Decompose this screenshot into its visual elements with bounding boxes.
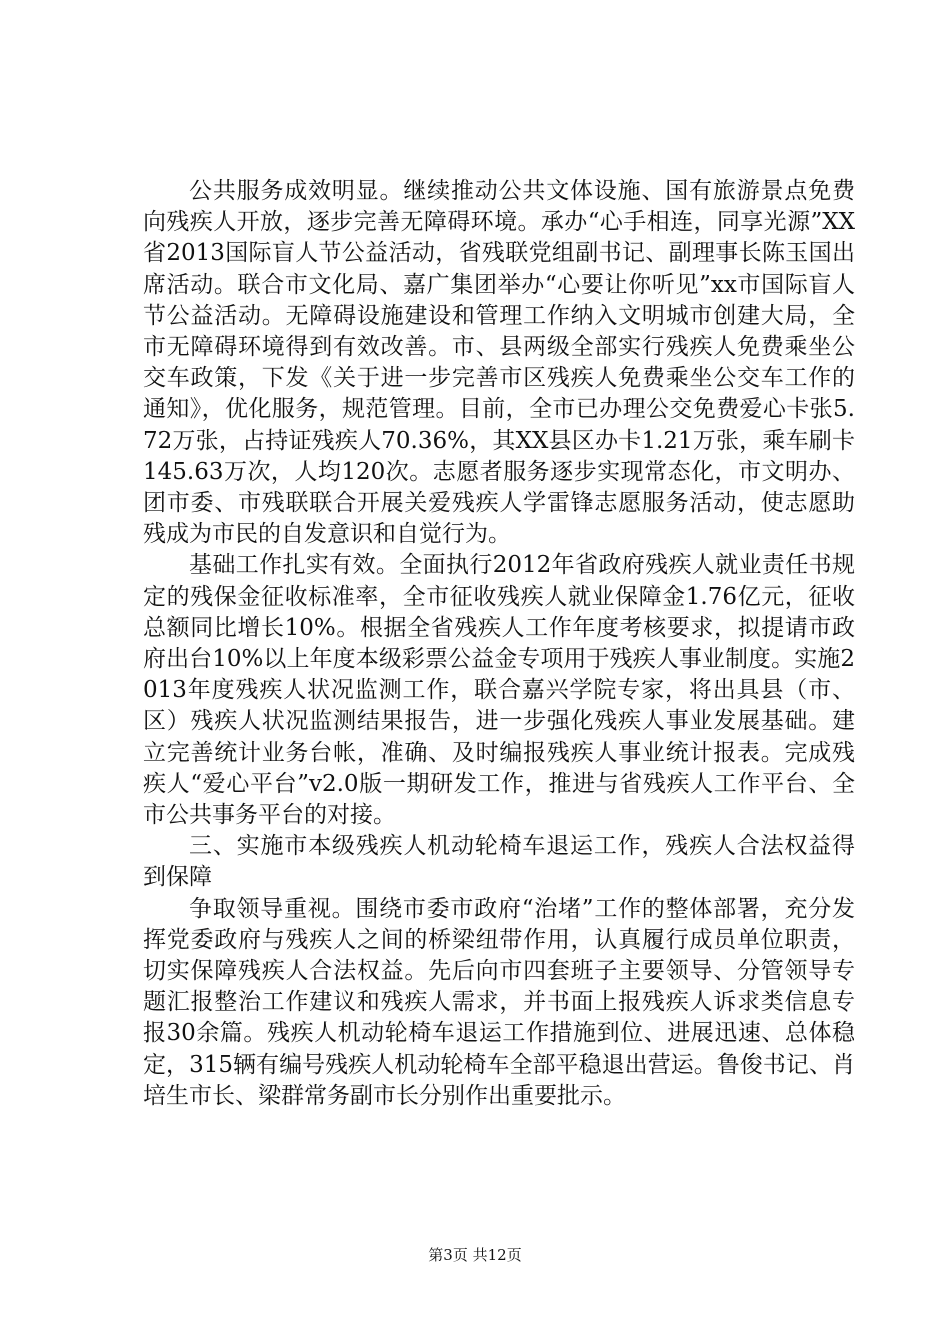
- paragraph-public-services: 公共服务成效明显。继续推动公共文体设施、国有旅游景点免费向残疾人开放，逐步完善无障碍环境。承办“心手相连，同享光源”XX省2013国际盲人节公益活动，省残联党组副书记、副理事长陈玉国出席活动。联合市文化局、嘉广集团举办“心要让你听见”xx市国际盲人节公益活动。无障碍设施建设和管理工作纳入文明城市创建大局，全市无障碍环境得到有效改善。市、县两级全部实行残疾人免费乘坐公交车政策，下发《关于进一步完善市区残疾人免费乘坐公交车工作的通知》，优化服务，规范管理。目前，全市已办理公交免费爱心卡张5.72万张，占持证残疾人70.36%，其XX县区办卡1.21万张，乘车刷卡145.63万次，人均120次。志愿者服务逐步实现常态化，市文明办、团市委、市残联联合开展关爱残疾人学雷锋志愿服务活动，使志愿助残成为市民的自发意识和自觉行为。: [143, 178, 855, 548]
- paragraph-basic-work: 基础工作扎实有效。全面执行2012年省政府残疾人就业责任书规定的残保金征收标准率，全市征收残疾人就业保障金1.76亿元，征收总额同比增长10%。根据全省残疾人工作年度考核要求，拟提请市政府出台10%以上年度本级彩票公益金专项用于残疾人事业制度。实施2013年度残疾人状况监测工作，联合嘉兴学院专家，将出具县（市、区）残疾人状况监测结果报告，进一步强化残疾人事业发展基础。建立完善统计业务台帐，准确、及时编报残疾人事业统计报表。完成残疾人“爱心平台”v2.0版一期研发工作，推进与省残疾人工作平台、全市公共事务平台的对接。: [143, 552, 855, 829]
- section-heading-three: 三、实施市本级残疾人机动轮椅车退运工作，残疾人合法权益得到保障: [143, 833, 855, 891]
- page-footer: 第3页 共12页: [428, 1246, 522, 1264]
- document-body: [143, 176, 855, 1112]
- paragraph-leadership: 争取领导重视。围绕市委市政府“治堵”工作的整体部署，充分发挥党委政府与残疾人之间的桥梁纽带作用，认真履行成员单位职责，切实保障残疾人合法权益。先后向市四套班子主要领导、分管领导专题汇报整治工作建议和残疾人需求，并书面上报残疾人诉求类信息专报30余篇。残疾人机动轮椅车退运工作措施到位、进展迅速、总体稳定，315辆有编号残疾人机动轮椅车全部平稳退出营运。鲁俊书记、肖培生市长、梁群常务副市长分别作出重要批示。: [143, 895, 855, 1109]
